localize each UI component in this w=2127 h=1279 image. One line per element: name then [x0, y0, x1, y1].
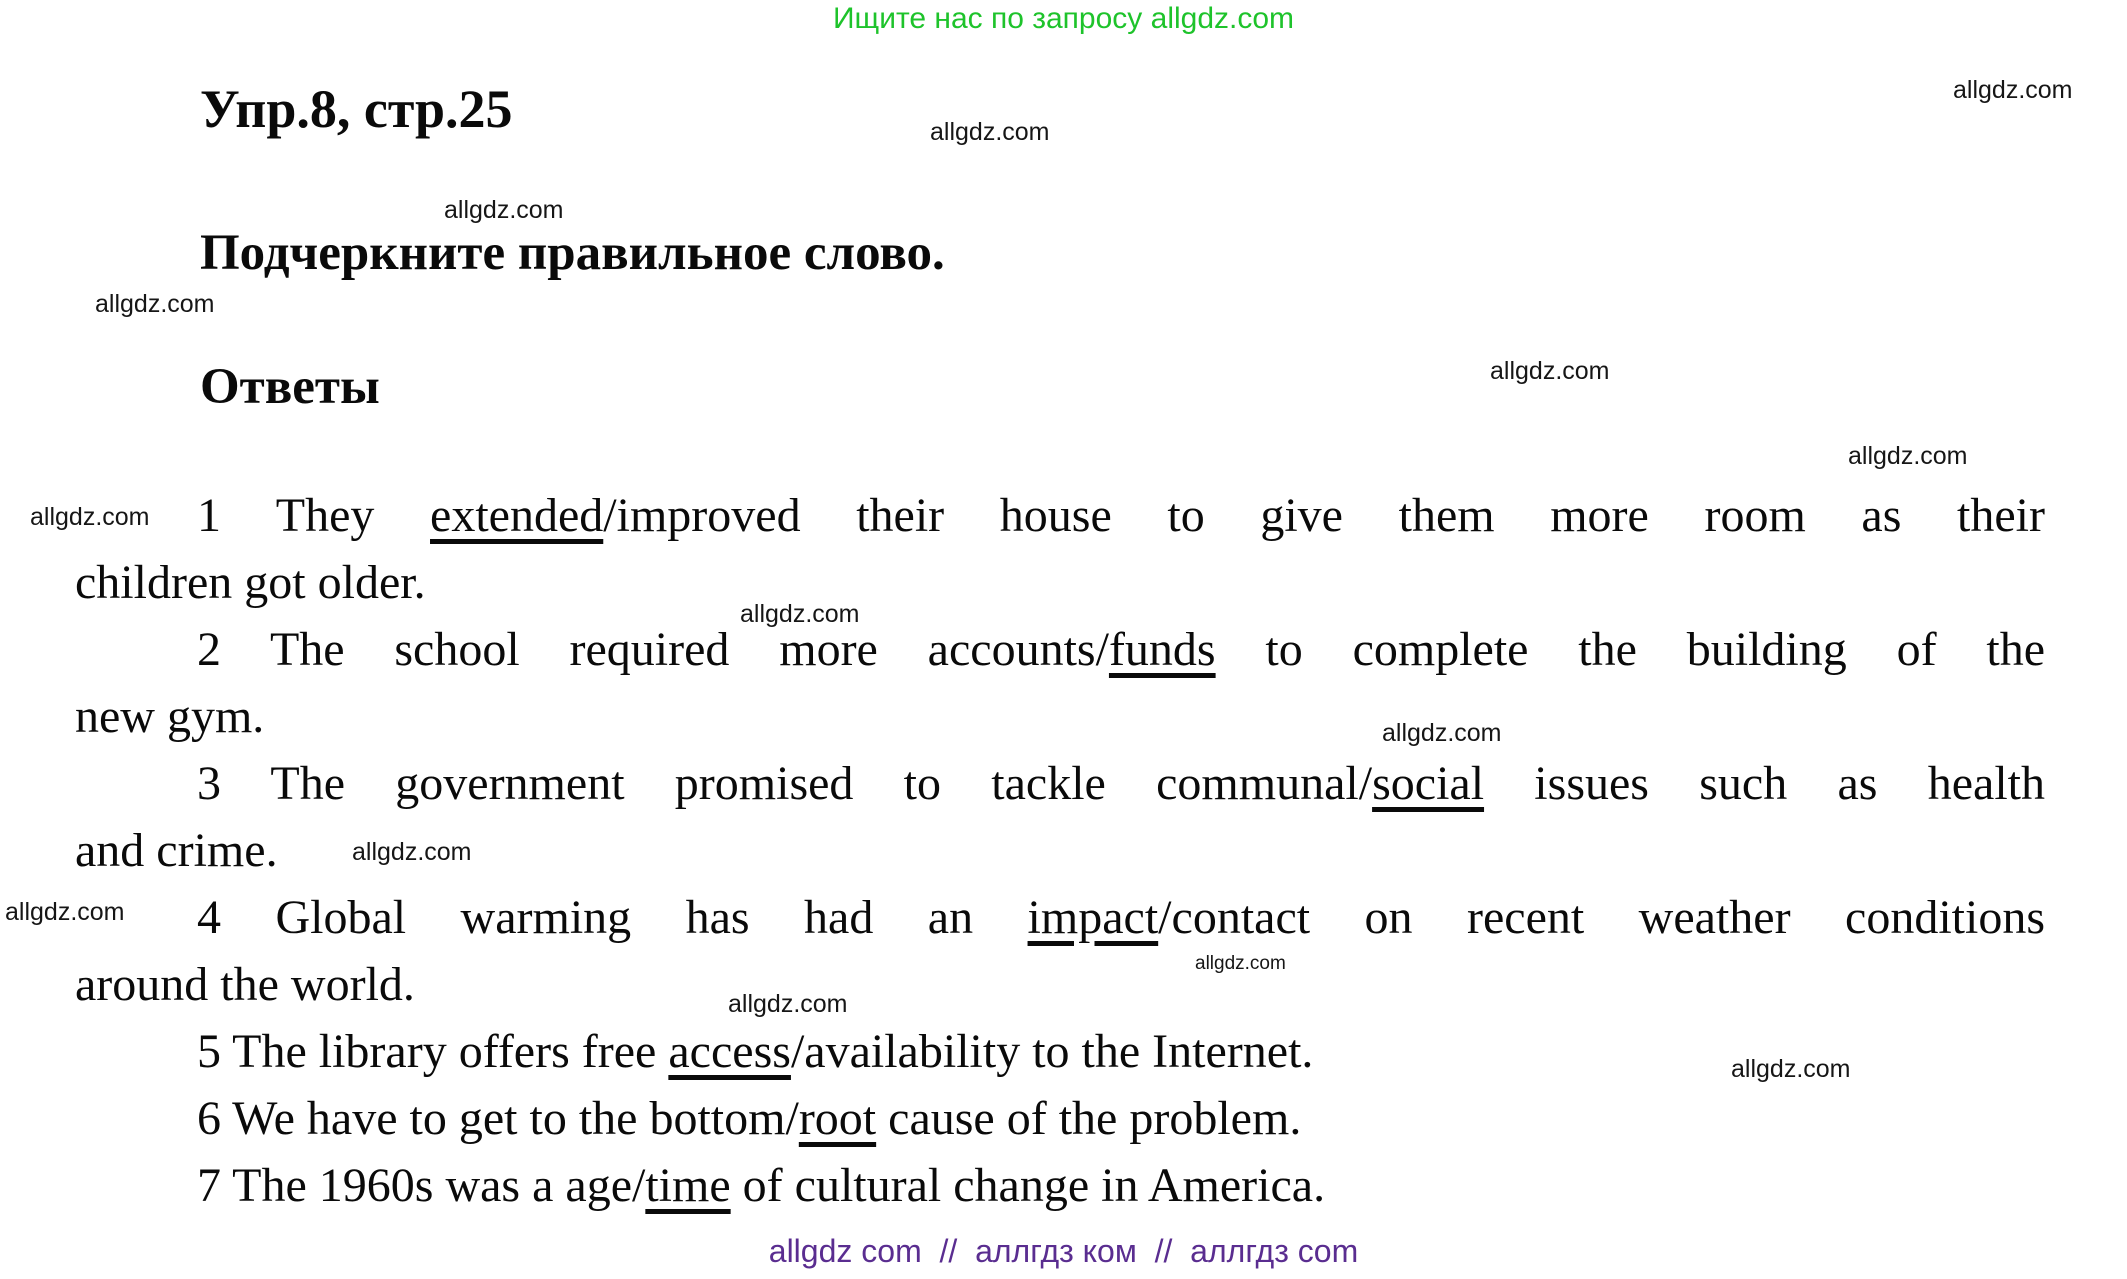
- answer-text: of cultural change in America.: [730, 1159, 1326, 1212]
- site-watermark: allgdz.com: [95, 290, 215, 318]
- answer-line: [75, 817, 2045, 884]
- site-watermark: allgdz.com: [1731, 1055, 1851, 1083]
- site-watermark: allgdz.com: [930, 118, 1050, 146]
- answer-text: children got older.: [75, 556, 426, 609]
- answer-text: /contact on recent weather conditions: [1158, 891, 2046, 944]
- answer-line: [75, 1085, 2045, 1152]
- answer-text: 1 They: [197, 489, 431, 542]
- answer-text: new gym.: [75, 690, 265, 743]
- site-watermark: allgdz.com: [30, 503, 150, 531]
- task-instruction: Подчеркните правильное слово.: [200, 225, 945, 281]
- site-watermark: allgdz.com: [1195, 953, 1286, 974]
- site-watermark: allgdz.com: [352, 838, 472, 866]
- site-watermark: allgdz.com: [5, 898, 125, 926]
- site-watermark: allgdz.com: [1953, 76, 2073, 104]
- footer-watermark: allgdz com // аллгдз ком // аллгдз com: [768, 1233, 1359, 1269]
- answers-list: [75, 482, 2045, 1219]
- answer-text: 2 The school required more accounts/: [197, 623, 1109, 676]
- site-watermark: allgdz.com: [728, 990, 848, 1018]
- answer-text: /availability to the Internet.: [790, 1025, 1314, 1078]
- underlined-answer: root: [798, 1092, 877, 1145]
- answer-line: [75, 1152, 2045, 1219]
- underlined-answer: social: [1372, 757, 1485, 810]
- underlined-answer: impact: [1027, 891, 1159, 944]
- site-watermark: allgdz.com: [1848, 442, 1968, 470]
- exercise-title: Упр.8, стр.25: [200, 79, 513, 139]
- site-watermark: allgdz.com: [444, 196, 564, 224]
- answer-line: [75, 616, 2045, 683]
- answer-text: 6 We have to get to the bottom/: [197, 1092, 799, 1145]
- underlined-answer: funds: [1108, 623, 1216, 676]
- answer-text: cause of the problem.: [876, 1092, 1302, 1145]
- answer-text: issues such as health: [1484, 757, 2045, 810]
- search-promo-banner: Ищите нас по запросу allgdz.com: [832, 2, 1295, 35]
- answer-line: [75, 1018, 2045, 1085]
- site-watermark: allgdz.com: [1382, 719, 1502, 747]
- underlined-answer: extended: [430, 489, 604, 542]
- answer-line: [75, 951, 2045, 1018]
- answer-text: 3 The government promised to tackle communal/: [197, 757, 1373, 810]
- answer-text: 7 The 1960s was a age/: [197, 1159, 646, 1212]
- answer-text: /improved their house to give them more room as their: [603, 489, 2045, 542]
- answer-text: 4 Global warming has had an: [197, 891, 1028, 944]
- answer-line: [75, 750, 2045, 817]
- answers-heading: Ответы: [200, 359, 380, 415]
- answer-line: [75, 549, 2045, 616]
- answer-text: around the world.: [75, 958, 415, 1011]
- answer-text: to complete the building of the: [1215, 623, 2045, 676]
- answer-line: [75, 884, 2045, 951]
- site-watermark: allgdz.com: [1490, 357, 1610, 385]
- site-watermark: allgdz.com: [740, 600, 860, 628]
- answer-line: [75, 482, 2045, 549]
- underlined-answer: access: [668, 1025, 791, 1078]
- answer-line: [75, 683, 2045, 750]
- answer-text: and crime.: [75, 824, 278, 877]
- answer-text: 5 The library offers free: [197, 1025, 669, 1078]
- underlined-answer: time: [645, 1159, 731, 1212]
